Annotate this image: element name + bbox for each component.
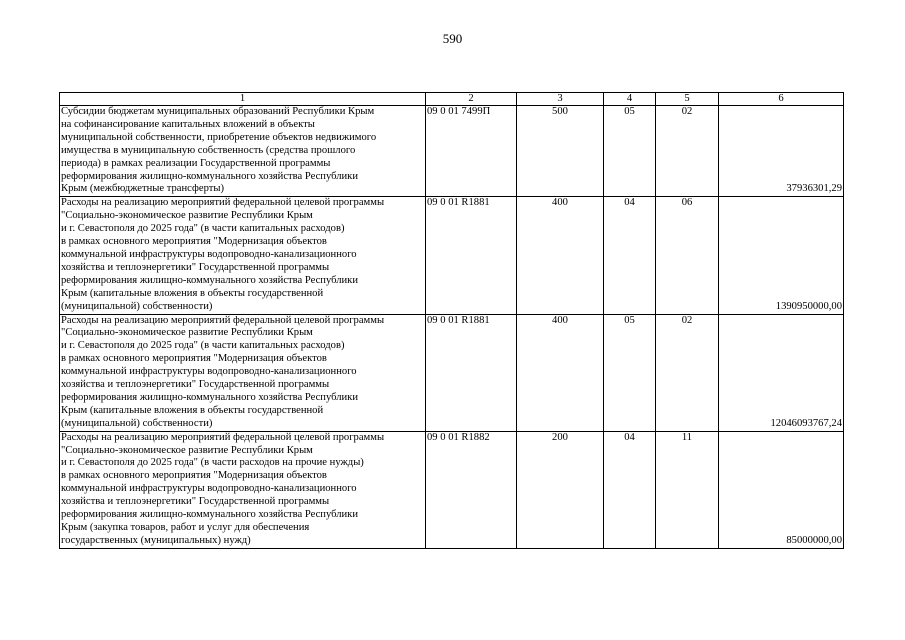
row-description: Расходы на реализацию мероприятий федеральной целевой программы "Социально-экономическое развитие Республики Крым и г. Севастополя до 2025 года" (в части капитальных расходов) в рамках основного мероприятия "Модернизация объектов коммунальной инфраструктуры водопроводно-канализационного хозяйства и теплоэнергетики" Государственной программы реформирования жилищно-коммунального хозяйства Республики Крым (капитальные вложения в объекты государственной (муниципальной) собственности) — [60, 314, 426, 431]
row-amount: 85000000,00 — [719, 431, 844, 548]
row-amount: 37936301,29 — [719, 106, 844, 197]
row-description: Субсидии бюджетам муниципальных образований Республики Крым на софинансирование капитальных вложений в объекты муниципальной собственности, приобретение объектов недвижимого имущества в муниципальную собственность (средства прошлого периода) в рамках реализации Государственной программы реформирования жилищно-коммунального хозяйства Республики Крым (межбюджетные трансферты) — [60, 106, 426, 197]
column-header: 5 — [656, 93, 719, 106]
row-target-code: 09 0 01 R1882 — [426, 431, 517, 548]
row-subsection: 02 — [656, 314, 719, 431]
row-subsection: 06 — [656, 197, 719, 314]
table-row — [60, 314, 844, 431]
row-target-code: 09 0 01 R1881 — [426, 197, 517, 314]
row-expense-type: 400 — [517, 314, 604, 431]
row-subsection: 02 — [656, 106, 719, 197]
row-section: 05 — [604, 314, 656, 431]
table-row — [60, 431, 844, 548]
row-amount: 1390950000,00 — [719, 197, 844, 314]
row-section: 04 — [604, 431, 656, 548]
table-header-row — [60, 93, 844, 106]
page-number: 590 — [442, 31, 463, 46]
row-expense-type: 200 — [517, 431, 604, 548]
row-description: Расходы на реализацию мероприятий федеральной целевой программы "Социально-экономическое развитие Республики Крым и г. Севастополя до 2025 года" (в части расходов на прочие нужды) в рамках основного мероприятия "Модернизация объектов коммунальной инфраструктуры водопроводно-канализационного хозяйства и теплоэнергетики" Государственной программы реформирования жилищно-коммунального хозяйства Республики Крым (закупка товаров, работ и услуг для обеспечения государственных (муниципальных) нужд) — [60, 431, 426, 548]
row-amount: 12046093767,24 — [719, 314, 844, 431]
row-description: Расходы на реализацию мероприятий федеральной целевой программы "Социально-экономическое развитие Республики Крым и г. Севастополя до 2025 года" (в части капитальных расходов) в рамках основного мероприятия "Модернизация объектов коммунальной инфраструктуры водопроводно-канализационного хозяйства и теплоэнергетики" Государственной программы реформирования жилищно-коммунального хозяйства Республики Крым (капитальные вложения в объекты государственной (муниципальной) собственности) — [60, 197, 426, 314]
column-header: 2 — [426, 93, 517, 106]
budget-table — [59, 92, 844, 549]
table-row — [60, 197, 844, 314]
row-expense-type: 500 — [517, 106, 604, 197]
row-section: 04 — [604, 197, 656, 314]
column-header: 6 — [719, 93, 844, 106]
table-row — [60, 106, 844, 197]
row-section: 05 — [604, 106, 656, 197]
column-header: 1 — [60, 93, 426, 106]
column-header: 3 — [517, 93, 604, 106]
row-expense-type: 400 — [517, 197, 604, 314]
row-target-code: 09 0 01 7499П — [426, 106, 517, 197]
column-header: 4 — [604, 93, 656, 106]
row-target-code: 09 0 01 R1881 — [426, 314, 517, 431]
row-subsection: 11 — [656, 431, 719, 548]
